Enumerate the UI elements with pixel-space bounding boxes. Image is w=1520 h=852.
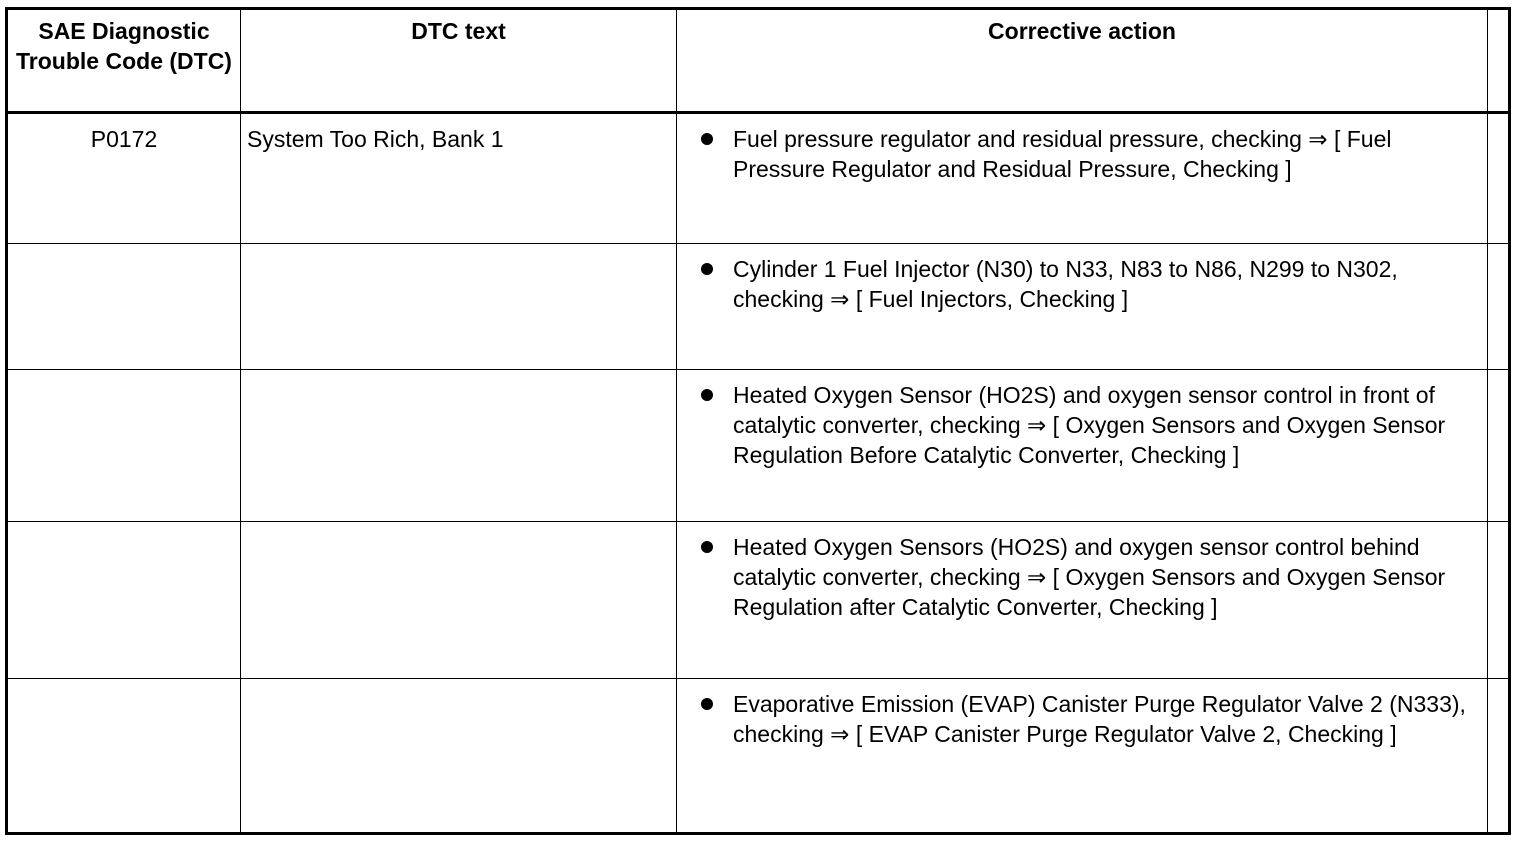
dtc-code-cell bbox=[7, 679, 241, 834]
action-text: Heated Oxygen Sensor (HO2S) and oxygen sensor control in front of catalytic converter, checking ⇒ [ Oxygen Sensors and Oxygen Sensor Regulation Before Catalytic Converter, Checking ] bbox=[733, 382, 1446, 468]
corrective-action-cell bbox=[677, 679, 1488, 834]
dtc-code-cell bbox=[7, 522, 241, 679]
corrective-action-cell bbox=[677, 522, 1488, 679]
bullet-icon bbox=[701, 389, 713, 401]
bullet-icon bbox=[701, 541, 713, 553]
action-item bbox=[677, 380, 1487, 470]
corrective-action-cell bbox=[677, 113, 1488, 244]
dtc-table bbox=[5, 7, 1511, 835]
header-dtc-text: DTC text bbox=[241, 9, 677, 113]
table-row bbox=[7, 244, 1510, 370]
spacer-cell bbox=[1488, 244, 1510, 370]
dtc-text-cell bbox=[241, 370, 677, 522]
bullet-icon bbox=[701, 698, 713, 710]
header-corrective-action: Corrective action bbox=[677, 9, 1488, 113]
action-item bbox=[677, 254, 1487, 314]
action-item bbox=[677, 532, 1487, 622]
corrective-action-cell bbox=[677, 370, 1488, 522]
table-row bbox=[7, 522, 1510, 679]
header-spacer bbox=[1488, 9, 1510, 113]
spacer-cell bbox=[1488, 522, 1510, 679]
header-row bbox=[7, 9, 1510, 113]
header-code: SAE Diagnostic Trouble Code (DTC) bbox=[7, 9, 241, 113]
action-item bbox=[677, 124, 1487, 184]
spacer-cell bbox=[1488, 679, 1510, 834]
dtc-code-cell bbox=[7, 370, 241, 522]
action-text: Cylinder 1 Fuel Injector (N30) to N33, N83 to N86, N299 to N302, checking ⇒ [ Fuel Injectors, Checking ] bbox=[733, 256, 1398, 312]
spacer-cell bbox=[1488, 113, 1510, 244]
dtc-code-cell: P0172 bbox=[7, 113, 241, 244]
action-text: Heated Oxygen Sensors (HO2S) and oxygen sensor control behind catalytic converter, checking ⇒ [ Oxygen Sensors and Oxygen Sensor Regulation after Catalytic Converter, Checking ] bbox=[733, 534, 1446, 620]
table-row bbox=[7, 370, 1510, 522]
table-row bbox=[7, 113, 1510, 244]
action-text: Evaporative Emission (EVAP) Canister Purge Regulator Valve 2 (N333), checking ⇒ [ EVAP Canister Purge Regulator Valve 2, Checking ] bbox=[733, 691, 1466, 747]
dtc-text-cell: System Too Rich, Bank 1 bbox=[241, 113, 677, 244]
bullet-icon bbox=[701, 263, 713, 275]
dtc-code-cell bbox=[7, 244, 241, 370]
action-item bbox=[677, 689, 1487, 749]
dtc-text-cell bbox=[241, 244, 677, 370]
bullet-icon bbox=[701, 133, 713, 145]
table-row bbox=[7, 679, 1510, 834]
action-text: Fuel pressure regulator and residual pressure, checking ⇒ [ Fuel Pressure Regulator and Residual Pressure, Checking ] bbox=[733, 126, 1392, 182]
corrective-action-cell bbox=[677, 244, 1488, 370]
spacer-cell bbox=[1488, 370, 1510, 522]
dtc-text-cell bbox=[241, 679, 677, 834]
dtc-text-cell bbox=[241, 522, 677, 679]
